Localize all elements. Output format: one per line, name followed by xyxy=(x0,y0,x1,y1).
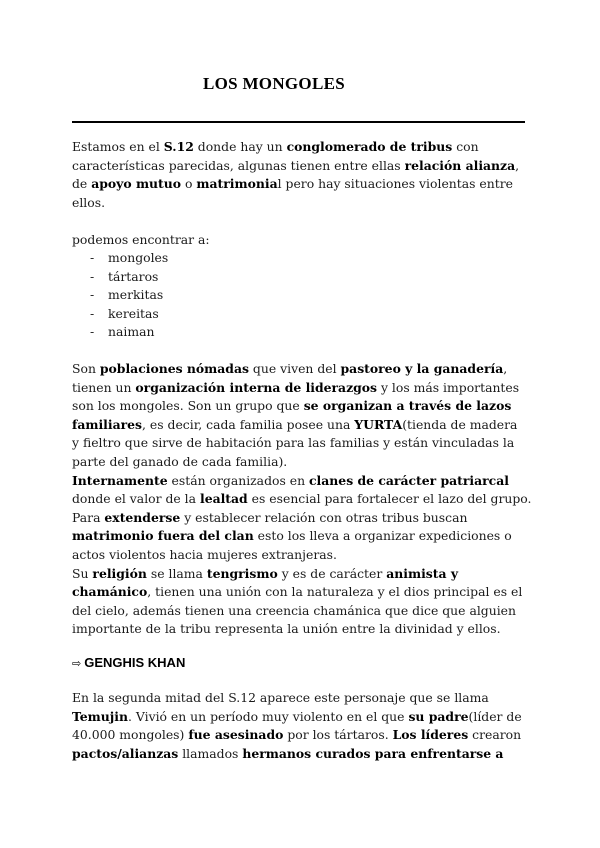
genghis-line: 40.000 mongoles) fue asesinado por los tártaros. Los líderes crearon xyxy=(72,727,522,743)
list-dash: - xyxy=(90,250,95,265)
list-dash: - xyxy=(90,287,95,302)
bold-term: apoyo mutuo xyxy=(91,176,182,192)
body-line: del cielo, además tienen una creencia chamánica que dice que alguien xyxy=(72,602,516,618)
body-line: Para extenderse y establecer relación con otras tribus buscan xyxy=(72,509,468,525)
bold-term: familiares xyxy=(72,416,143,432)
genghis-line: pactos/alianzas llamados hermanos curados para enfrentarse a xyxy=(72,745,504,761)
bold-term: animista y xyxy=(386,565,459,581)
body-line: matrimonio fuera del clan esto los lleva a organizar expediciones o xyxy=(72,528,512,544)
list-item xyxy=(90,249,168,268)
body-line: Internamente están organizados en clanes de carácter patriarcal xyxy=(72,472,509,488)
list-item-text: naiman xyxy=(108,324,155,339)
bold-term: su padre xyxy=(408,708,469,724)
intro-line: de apoyo mutuo o matrimonial pero hay situaciones violentas entre xyxy=(72,176,513,192)
section-heading-text: GENGHIS KHAN xyxy=(84,655,186,670)
list-item xyxy=(90,305,168,324)
bold-term: relación alianza xyxy=(404,157,516,173)
list-dash: - xyxy=(90,324,95,339)
bold-term: organización interna de liderazgos xyxy=(135,379,378,395)
bold-term: matrimonia xyxy=(196,176,278,192)
list-dash: - xyxy=(90,268,95,284)
list-intro xyxy=(72,231,532,250)
bold-term: pastoreo y la ganadería xyxy=(340,361,504,376)
bold-term: YURTA xyxy=(354,416,403,432)
body-line: tienen un organización interna de liderazgos y los más importantes xyxy=(72,379,520,395)
list-item xyxy=(90,323,168,342)
intro-line: Estamos en el S.12 donde hay un conglomerado de tribus con xyxy=(72,139,479,154)
body-line: y fieltro que sirve de habitación para las familias y están vinculadas la xyxy=(72,435,515,451)
body-line: parte del ganado de cada familia). xyxy=(72,453,288,469)
bold-term: clanes de carácter patriarcal xyxy=(309,472,509,488)
bold-term: Los líderes xyxy=(392,727,469,743)
bold-term: fue asesinado xyxy=(188,727,284,743)
list-item xyxy=(90,268,168,287)
bold-term: poblaciones nómadas xyxy=(99,361,249,376)
tribe-list xyxy=(90,249,168,342)
title-divider xyxy=(72,121,525,123)
bold-term: Internamente xyxy=(72,472,168,488)
bold-term: S.12 xyxy=(163,139,194,154)
body-line: son los mongoles. Son un grupo que se organizan a través de lazos xyxy=(72,398,512,414)
arrow-right-icon: ⇨ xyxy=(72,658,82,670)
body-line: Su religión se llama tengrismo y es de carácter animista y xyxy=(72,565,459,581)
body-paragraphs xyxy=(72,360,532,639)
bold-term: chamánico xyxy=(72,584,148,600)
body-line: donde el valor de la lealtad es esencial para fortalecer el lazo del grupo. xyxy=(72,491,532,507)
body-line: familiares, es decir, cada familia posee una YURTA(tienda de madera xyxy=(72,416,518,432)
bold-term: lealtad xyxy=(199,491,248,507)
bold-term: Temujin xyxy=(72,708,128,724)
bold-term: extenderse xyxy=(104,509,181,525)
section-heading xyxy=(72,655,185,670)
body-line: importante de la tribu representa la unión entre la divinidad y ellos. xyxy=(72,621,501,637)
list-item xyxy=(90,286,168,305)
bold-term: matrimonio fuera del clan xyxy=(72,528,254,544)
page-title: LOS MONGOLES xyxy=(203,74,345,93)
genghis-line: Temujin. Vivió en un período muy violento en el que su padre(líder de xyxy=(72,708,522,724)
list-item-text: merkitas xyxy=(108,287,164,302)
bold-term: hermanos curados para enfrentarse a xyxy=(242,745,504,761)
body-line: actos violentos hacia mujeres extranjeras. xyxy=(72,546,337,562)
bold-term: se organizan a través de lazos xyxy=(303,398,512,414)
list-item-text: tártaros xyxy=(108,268,159,284)
list-dash: - xyxy=(90,305,95,321)
body-line: Son poblaciones nómadas que viven del pastoreo y la ganadería, xyxy=(72,361,508,376)
intro-line: características parecidas, algunas tienen entre ellas relación alianza, xyxy=(72,157,520,173)
bold-term: religión xyxy=(92,565,147,581)
genghis-paragraph xyxy=(72,689,532,763)
list-item-text: mongoles xyxy=(108,250,169,265)
body-line: chamánico, tienen una unión con la naturaleza y el dios principal es el xyxy=(72,584,523,600)
intro-line: ellos. xyxy=(72,194,106,210)
bold-term: conglomerado de tribus xyxy=(286,139,453,154)
bold-term: pactos/alianzas xyxy=(72,745,179,761)
bold-term: tengrismo xyxy=(206,565,278,581)
list-intro-text: podemos encontrar a: xyxy=(72,232,210,247)
genghis-line: En la segunda mitad del S.12 aparece este personaje que se llama xyxy=(72,690,489,705)
list-item-text: kereitas xyxy=(108,305,159,321)
intro-paragraph xyxy=(72,138,532,212)
